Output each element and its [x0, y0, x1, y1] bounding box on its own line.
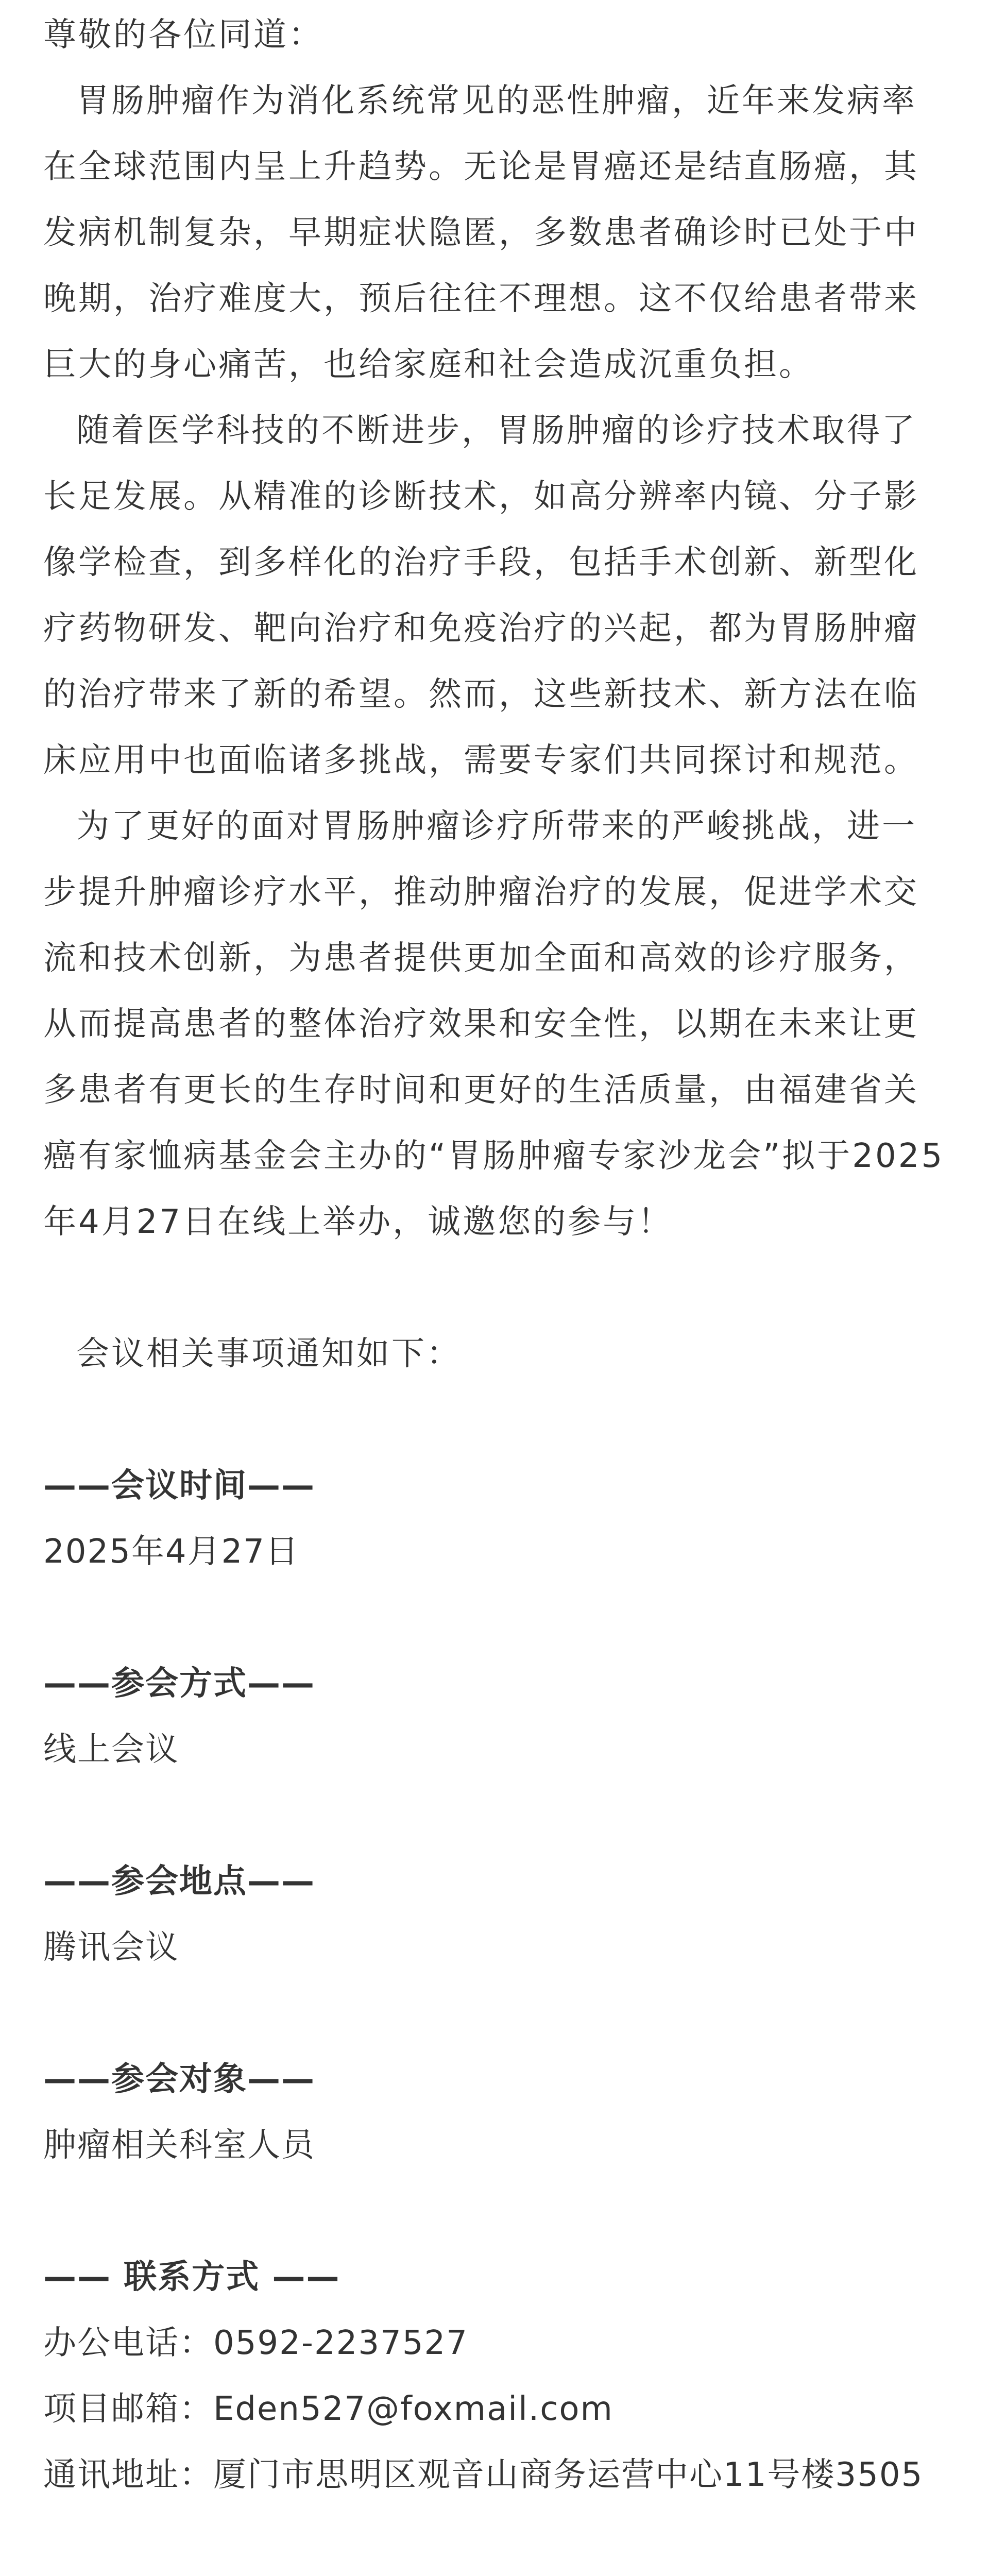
meeting-location-title: ——参会地点——	[43, 1862, 315, 1901]
attendance-method-section	[43, 1651, 950, 1783]
document-body	[43, 0, 950, 2508]
attendee-title: ——参会对象——	[43, 2060, 315, 2098]
attendance-method-title: ——参会方式——	[43, 1665, 315, 1703]
contact-email[interactable]: 项目邮箱：Eden527@foxmail.com	[43, 2390, 613, 2428]
meeting-time-title: ——会议时间——	[43, 1467, 315, 1505]
attendee-value: 肿瘤相关科室人员	[43, 2126, 315, 2164]
greeting: 尊敬的各位同道：	[43, 16, 323, 54]
contact-address: 通讯地址：厦门市思明区观音山商务运营中心11号楼3505	[43, 2456, 924, 2494]
contact-title: —— 联系方式 ——	[43, 2258, 340, 2296]
contact-phone: 办公电话：0592-2237527	[43, 2324, 468, 2362]
meeting-location-section	[43, 1849, 950, 1980]
intro-paragraph-1: 胃肠肿瘤作为消化系统常见的恶性肿瘤，近年来发病率在全球范围内呈上升趋势。无论是胃癌还是结直肠癌，其发病机制复杂，早期症状隐匿，多数患者确诊时已处于中晚期，治疗难度大，预后往往不理想。这不仅给患者带来巨大的身心痛苦，也给家庭和社会造成沉重负担。	[43, 82, 919, 384]
attendee-section	[43, 2046, 950, 2178]
intro-paragraph-2: 随着医学科技的不断进步，胃肠肿瘤的诊疗技术取得了长足发展。从精准的诊断技术，如高分辨率内镜、分子影像学检查，到多样化的治疗手段，包括手术创新、新型化疗药物研发、靶向治疗和免疫治疗的兴起，都为胃肠肿瘤的治疗带来了新的希望。然而，这些新技术、新方法在临床应用中也面临诸多挑战，需要专家们共同探讨和规范。	[43, 412, 919, 779]
notice-intro: 会议相关事项通知如下：	[76, 1335, 462, 1373]
meeting-time-section	[43, 1453, 950, 1585]
intro-paragraph-3: 为了更好的面对胃肠肿瘤诊疗所带来的严峻挑战，进一步提升肿瘤诊疗水平，推动肿瘤治疗的发展，促进学术交流和技术创新，为患者提供更加全面和高效的诊疗服务，从而提高患者的整体治疗效果和安全性，以期在未来让更多患者有更长的生存时间和更好的生活质量，由福建省关癌有家恤病基金会主办的“胃肠肿瘤专家沙龙会”拟于2025年4月27日在线上举办，诚邀您的参与！	[43, 807, 945, 1241]
meeting-time-value: 2025年4月27日	[43, 1533, 300, 1571]
attendance-method-value: 线上会议	[43, 1731, 179, 1769]
contact-section	[43, 2244, 950, 2508]
meeting-location-value: 腾讯会议	[43, 1928, 179, 1967]
